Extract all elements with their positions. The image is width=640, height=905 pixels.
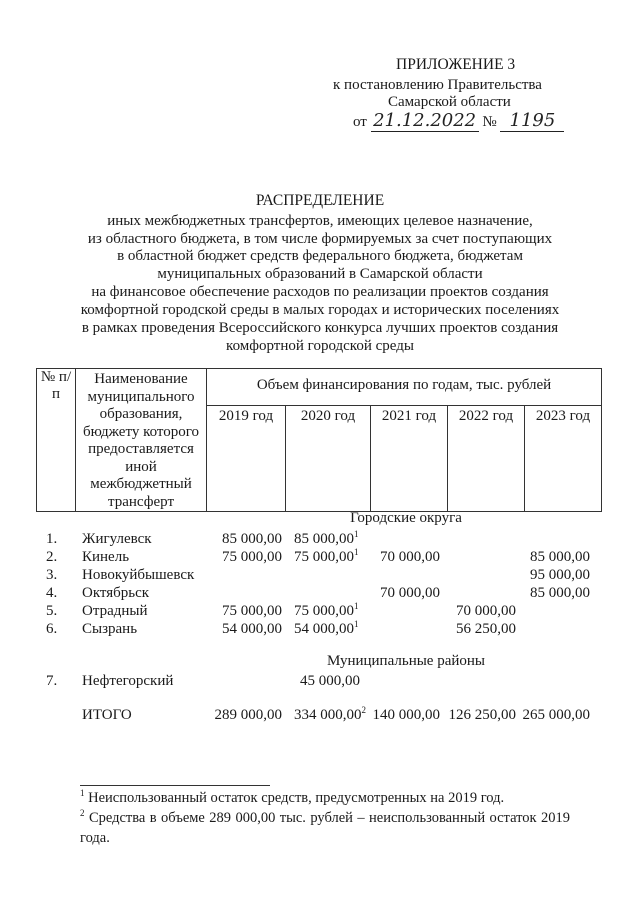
handwritten-date: 21.12.2022 [371,110,479,132]
row-2019-value: 75 000,00 [222,549,282,565]
year-2021-header: 2021 год [371,405,448,511]
appendix-label: ПРИЛОЖЕНИЕ 3 [396,56,516,73]
title-line-3: в областной бюджет средств федерального бюджета, бюджетам [117,248,523,264]
row-2022-value: 56 250,00 [456,621,516,637]
row-2021-value: 70 000,00 [380,585,440,601]
row-number: 5. [46,603,58,619]
date-prefix: от [353,114,367,130]
total-label: ИТОГО [82,707,132,723]
col-name-header: Наименование муниципального образования, бюджету которого предоставляется иной межбюджетный трансферт [76,369,207,512]
total-2022: 126 250,00 [448,707,516,723]
total-2023: 265 000,00 [522,707,590,723]
footnote-divider [80,785,270,786]
title-line-2: из областного бюджета, в том числе формируемых за счет поступающих [87,231,553,247]
row-municipality: Нефтегорский [82,673,174,689]
row-2023-value: 85 000,00 [530,549,590,565]
funding-table-header [36,368,602,512]
row-number: 4. [46,585,58,601]
row-2020-value: 75 000,00$^1$ [294,601,359,619]
row-2022-value: 70 000,00 [456,603,516,619]
row-2020-value: 75 000,00$^1$ [294,547,359,565]
title-line-1: иных межбюджетных трансфертов, имеющих целевое назначение, [107,213,533,229]
row-2020-value: 85 000,00$^1$ [294,529,359,547]
footnote-1: $^1$ Неиспользованный остаток средств, предусмотренных на 2019 год. [80,788,505,806]
title-line-4: муниципальных образований в Самарской области [157,266,483,282]
row-number: 3. [46,567,58,583]
row-number: 7. [46,673,58,689]
document-heading: РАСПРЕДЕЛЕНИЕ [255,192,385,209]
row-number: 6. [46,621,58,637]
resolution-line: к постановлению Правительства [333,77,542,93]
row-municipality: Октябрьск [82,585,150,601]
total-2019: 289 000,00 [214,707,282,723]
row-municipality: Кинель [82,549,130,565]
row-2020-value: 54 000,00$^1$ [294,619,359,637]
title-line-6: комфортной городской среды в малых городах и исторических поселениях [80,302,560,318]
row-number: 1. [46,531,58,547]
row-2019-value: 75 000,00 [222,603,282,619]
handwritten-number: 1195 [500,110,564,132]
row-number: 2. [46,549,58,565]
row-2019-value: 85 000,00 [222,531,282,547]
total-2020: 334 000,00$^2$ [294,705,366,723]
row-2020-value: 45 000,00 [300,673,360,689]
row-2023-value: 85 000,00 [530,585,590,601]
title-line-8: комфортной городской среды [226,338,414,354]
year-2020-header: 2020 год [286,405,371,511]
row-2019-value: 54 000,00 [222,621,282,637]
row-municipality: Сызрань [82,621,138,637]
row-2023-value: 95 000,00 [530,567,590,583]
section-districts: Муниципальные районы [326,653,486,669]
title-line-5: на финансовое обеспечение расходов по реализации проектов создания [91,284,549,300]
row-municipality: Отрадный [82,603,148,619]
row-municipality: Новокуйбышевск [82,567,195,583]
year-2019-header: 2019 год [207,405,286,511]
total-2021: 140 000,00 [372,707,440,723]
row-municipality: Жигулевск [82,531,152,547]
row-2021-value: 70 000,00 [380,549,440,565]
year-2022-header: 2022 год [448,405,525,511]
date-line [353,110,564,132]
section-urban: Городские округа [350,510,462,526]
region-line: Самарской области [388,94,511,110]
title-line-7: в рамках проведения Всероссийского конкурса лучших проектов создания [81,320,559,336]
footnote-2: $^2$ Средства в объеме 289 000,00 тыс. рублей – неиспользованный остаток 2019 года. [80,808,570,846]
col-funding-header: Объем финансирования по годам, тыс. рублей [207,369,602,406]
number-prefix: № [482,114,497,130]
col-number-header: № п/п [37,369,76,512]
year-2023-header: 2023 год [525,405,602,511]
